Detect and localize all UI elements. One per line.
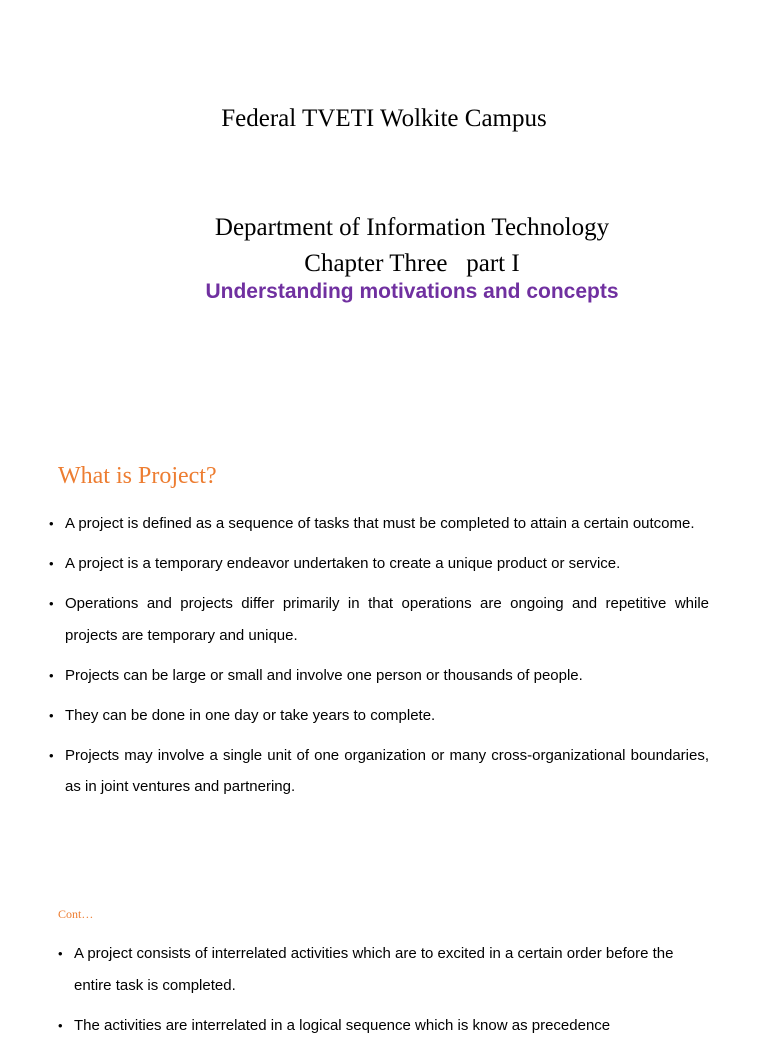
cont-heading: Cont… bbox=[58, 907, 94, 921]
slide-heading: What is Project? bbox=[58, 463, 217, 489]
bullet-item bbox=[49, 740, 709, 803]
bullet-dot-icon: • bbox=[49, 747, 54, 763]
bullet-item bbox=[49, 700, 709, 732]
bullet-item bbox=[49, 588, 709, 651]
bullet-item bbox=[49, 660, 709, 692]
bullet-item bbox=[58, 938, 700, 1001]
bullet-list bbox=[49, 508, 709, 811]
bullet-text: The activities are interrelated in a logical sequence which is know as precedence bbox=[74, 1016, 611, 1034]
bullet-text: A project is a temporary endeavor undertaken to create a unique product or service. bbox=[65, 555, 621, 572]
chapter-title: Chapter Three part I bbox=[304, 250, 520, 277]
bullet-dot-icon: • bbox=[58, 946, 63, 961]
bullet-item bbox=[58, 1010, 700, 1042]
bullet-text: A project consists of interrelated activities which are to excited in a certain order before the entire task is completed. bbox=[74, 945, 674, 994]
bullet-text: Operations and projects differ primarily in that operations are ongoing and repetitive while projects are temporary and unique. bbox=[65, 595, 709, 644]
bullet-text: They can be done in one day or take years to complete. bbox=[65, 706, 436, 724]
bullet-dot-icon: • bbox=[58, 1017, 63, 1033]
bullet-text: A project is defined as a sequence of tasks that must be completed to attain a certain outcome. bbox=[65, 515, 695, 532]
chapter-subtitle: Understanding motivations and concepts bbox=[205, 280, 619, 303]
bullet-item bbox=[49, 548, 709, 580]
department-title: Department of Information Technology bbox=[214, 214, 610, 241]
bullet-dot-icon: • bbox=[49, 596, 54, 611]
bullet-item bbox=[49, 508, 709, 540]
bullet-dot-icon: • bbox=[49, 707, 54, 723]
bullet-list bbox=[58, 938, 700, 1050]
bullet-dot-icon: • bbox=[49, 556, 54, 571]
bullet-text: Projects can be large or small and involve one person or thousands of people. bbox=[65, 666, 583, 684]
bullet-text: Projects may involve a single unit of one organization or many cross-organizational boundaries, as in joint ventures and partnering. bbox=[65, 746, 709, 795]
title-slide bbox=[0, 0, 768, 440]
campus-title: Federal TVETI Wolkite Campus bbox=[221, 105, 547, 132]
bullet-dot-icon: • bbox=[49, 667, 54, 683]
bullet-dot-icon: • bbox=[49, 516, 54, 531]
